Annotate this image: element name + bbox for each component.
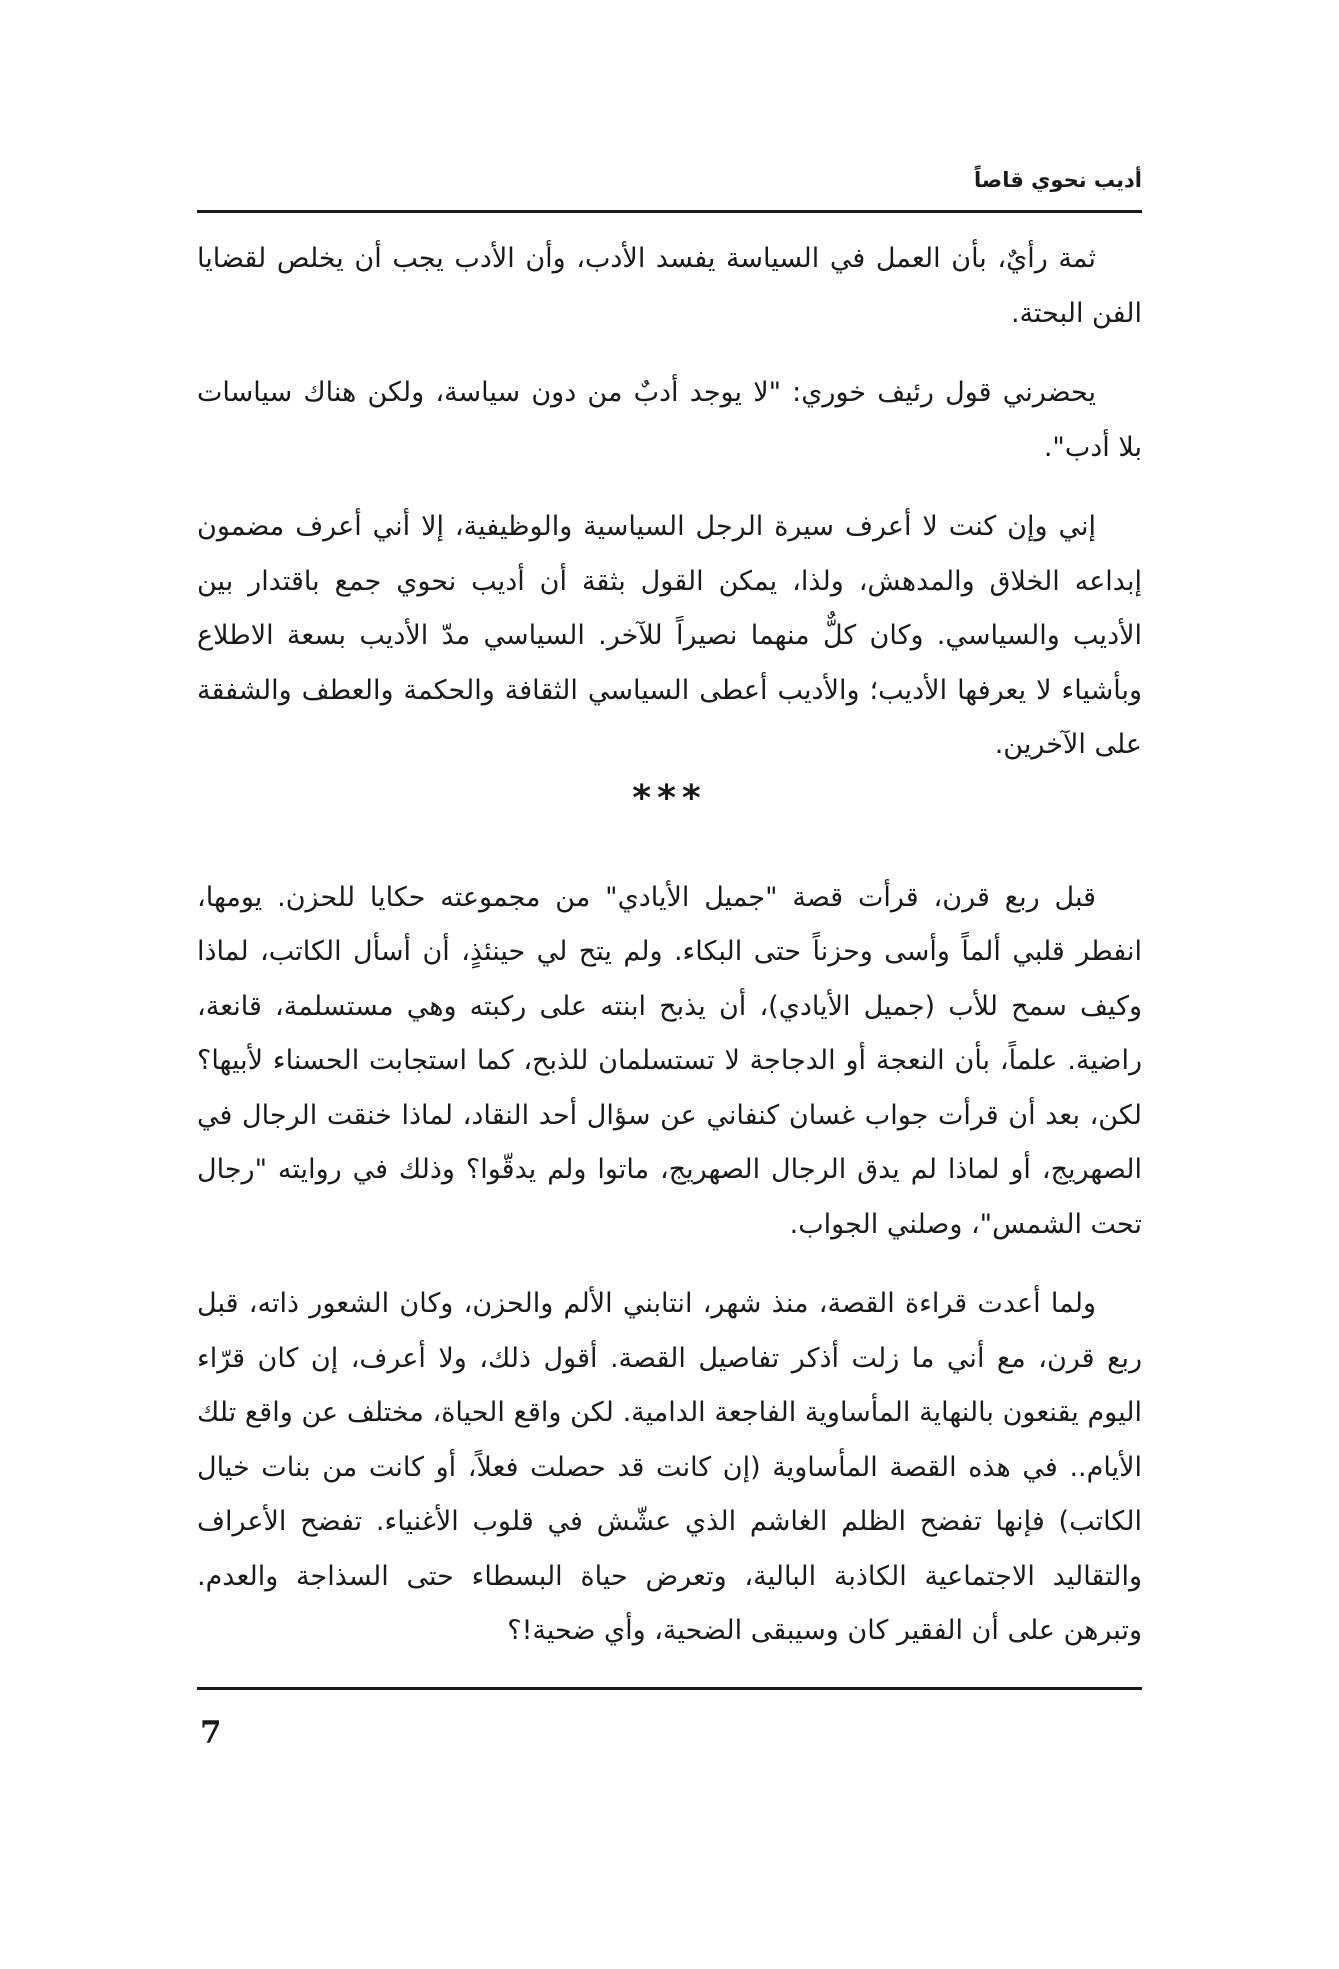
section-separator: *** bbox=[632, 777, 707, 819]
footer-rule bbox=[197, 1687, 1142, 1690]
header-rule bbox=[197, 210, 1142, 213]
paragraph-4: قبل ربع قرن، قرأت قصة "جميل الأيادي" من مجموعته حكايا للحزن. يومها، انفطر قلبي ألماً وأسى وحزناً حتى البكاء. ولم يتح لي حينئذٍ، أن أسأل الكاتب، لماذا وكيف سمح للأب (جميل الأيادي)، أن يذبح ابنته على ركبته وهي مستسلمة، قانعة، راضية. علماً، بأن النعجة أو الدجاجة لا تستسلمان للذبح، كما استجابت الحسناء لأبيها؟ لكن، بعد أن قرأت جواب غسان كنفاني عن سؤال أحد النقاد، لماذا خنقت الرجال في الصهريج، أو لماذا لم يدق الرجال الصهريج، ماتوا ولم يدقّوا؟ وذلك في روايته "رجال تحت الشمس"، وصلني الجواب. bbox=[197, 881, 1142, 1240]
paragraph-3: إني وإن كنت لا أعرف سيرة الرجل السياسية والوظيفية، إلا أني أعرف مضمون إبداعه الخلاق والمدهش، ولذا، يمكن القول بثقة أن أديب نحوي جمع باقتدار بين الأديب والسياسي. وكان كلٌّ منهما نصيراً للآخر. السياسي مدّ الأديب بسعة الاطلاع وبأشياء لا يعرفها الأديب؛ والأديب أعطى السياسي الثقافة والحكمة والعطف والشفقة على الآخرين. bbox=[197, 511, 1142, 760]
page-number: 7 bbox=[200, 1715, 222, 1751]
page-body bbox=[197, 232, 1142, 1672]
running-header: أديب نحوي قاصاً bbox=[974, 168, 1142, 192]
paragraph-5: ولما أعدت قراءة القصة، منذ شهر، انتابني الألم والحزن، وكان الشعور ذاته، قبل ربع قرن، مع أني ما زلت أذكر تفاصيل القصة. أقول ذلك، ولا أعرف، إن كان قرّاء اليوم يقنعون بالنهاية المأساوية الفاجعة الدامية. لكن واقع الحياة، مختلف عن واقع تلك الأيام.. في هذه القصة المأساوية (إن كانت قد حصلت فعلاً، أو كانت من بنات خيال الكاتب) فإنها تفضح الظلم الغاشم الذي عشّش في قلوب الأغنياء. تفضح الأعراف والتقاليد الاجتماعية الكاذبة البالية، وتعرض حياة البسطاء حتى السذاجة والعدم. وتبرهن على أن الفقير كان وسيبقى الضحية، وأي ضحية!؟ bbox=[197, 1288, 1142, 1646]
paragraph-1: ثمة رأيٌ، بأن العمل في السياسة يفسد الأدب، وأن الأدب يجب أن يخلص لقضايا الفن البحتة. bbox=[197, 243, 1142, 329]
paragraph-2: يحضرني قول رئيف خوري: "لا يوجد أدبٌ من دون سياسة، ولكن هناك سياسات بلا أدب". bbox=[197, 377, 1142, 463]
